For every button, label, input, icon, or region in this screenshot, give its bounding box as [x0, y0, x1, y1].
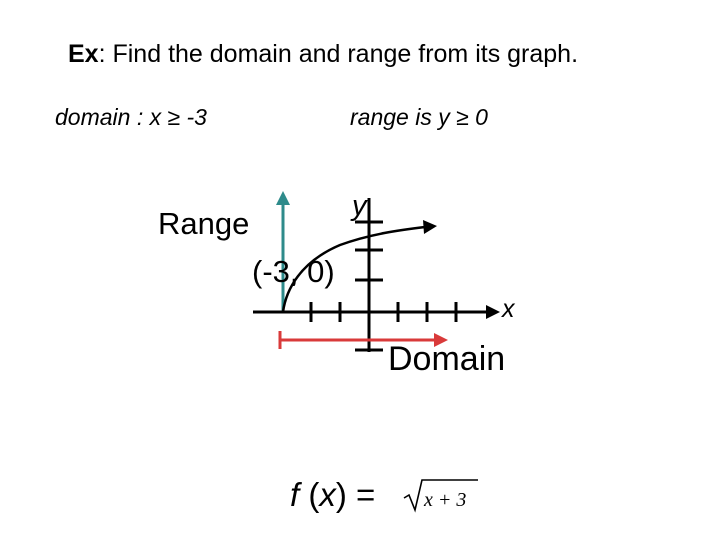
domain-statement: domain : x ≥ -3	[55, 104, 207, 130]
sqrt-expression	[402, 476, 482, 516]
x-axis-arrowhead	[486, 305, 500, 319]
function-open: (	[299, 476, 320, 513]
range-arrow-head	[276, 191, 290, 205]
title-prefix: Ex	[68, 40, 99, 68]
y-axis-label: y	[352, 190, 367, 222]
function-variable: x	[319, 476, 336, 513]
point-label: (-3, 0)	[252, 254, 335, 289]
range-statement: range is y ≥ 0	[350, 104, 488, 130]
function-close: ) =	[335, 476, 376, 513]
title-text: : Find the domain and range from its graph.	[98, 40, 579, 68]
x-axis-label: x	[502, 295, 515, 323]
function-label	[290, 476, 375, 514]
function-name: f	[290, 476, 300, 513]
curve-arrowhead	[423, 220, 437, 234]
radicand: x + 3	[424, 489, 467, 511]
range-label: Range	[158, 206, 250, 241]
domain-label: Domain	[388, 340, 506, 378]
